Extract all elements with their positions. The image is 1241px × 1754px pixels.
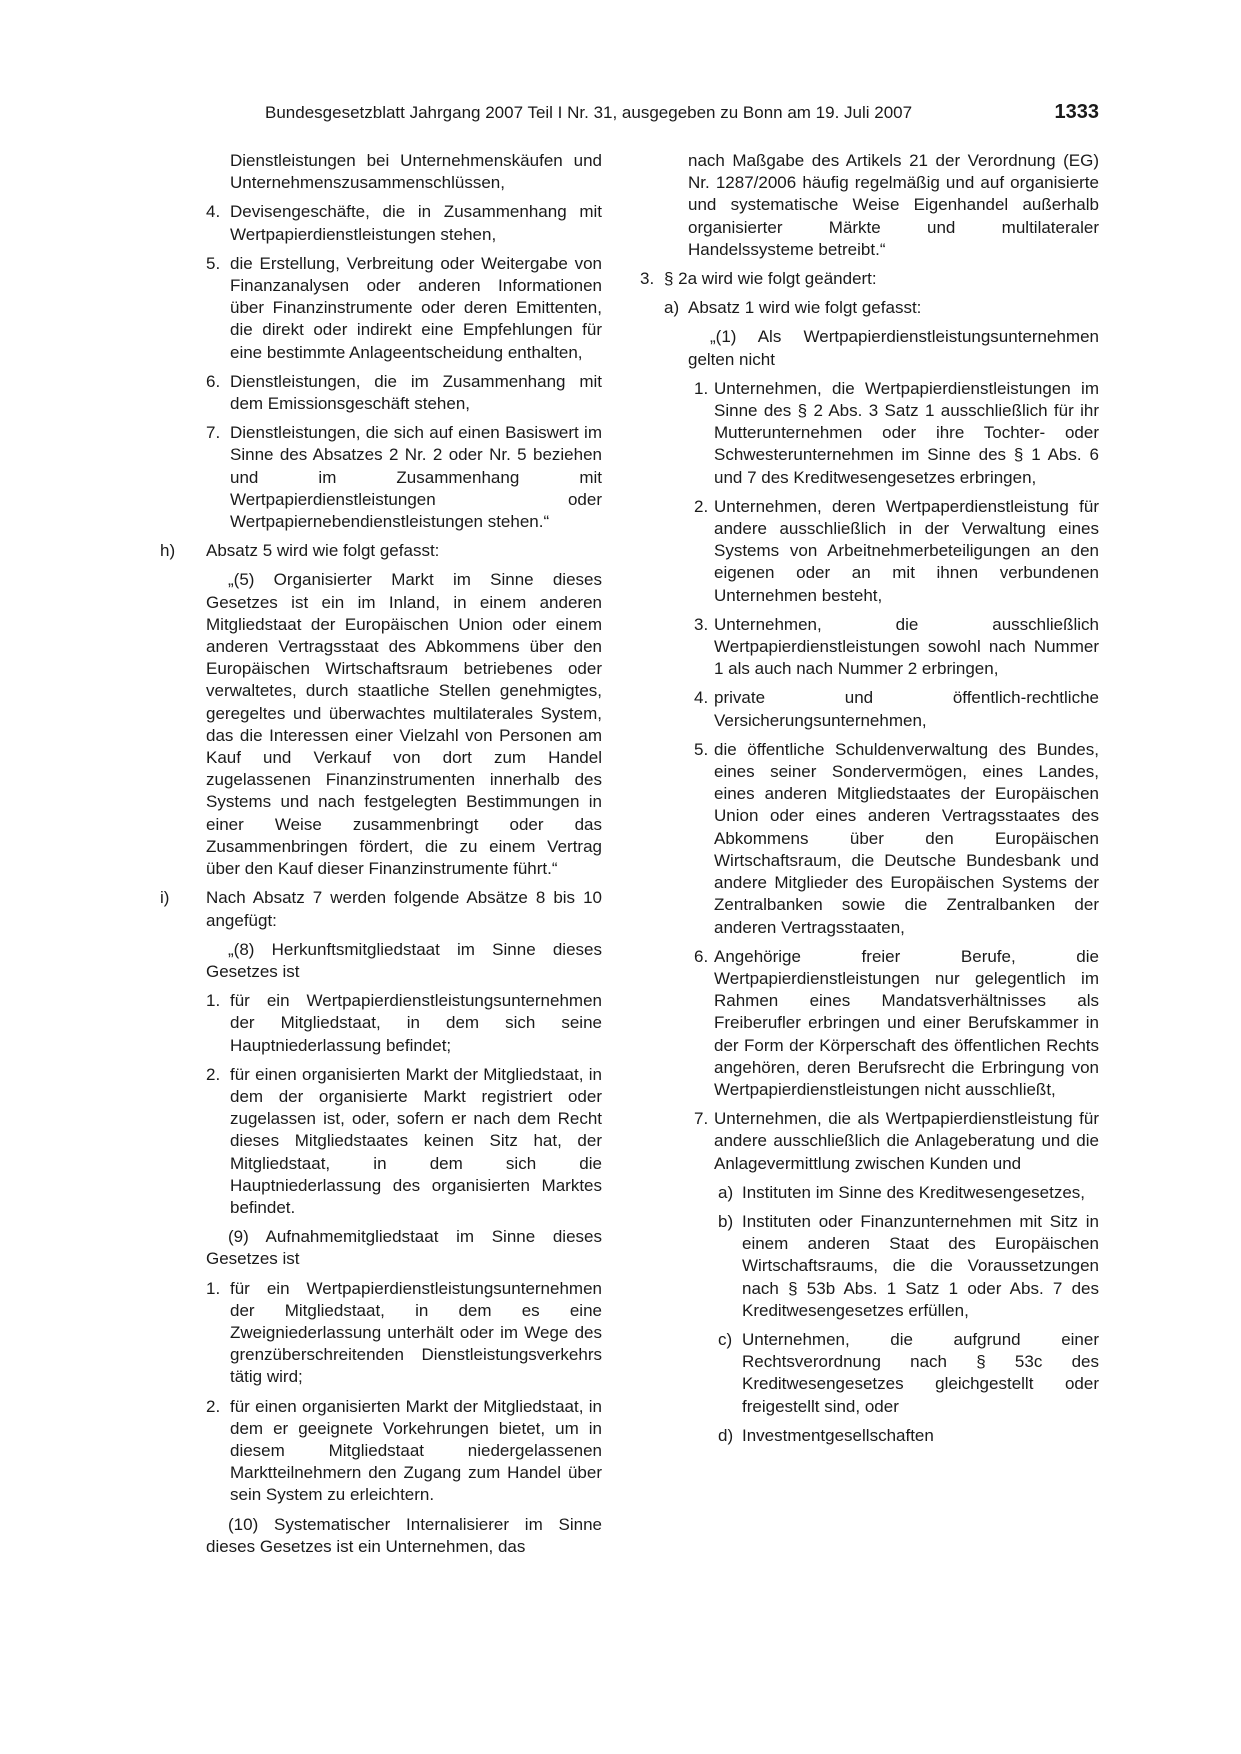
list-item	[694, 687, 1099, 731]
item-text: Unternehmen, deren Wertpaperdienstleistung für andere ausschließlich in der Verwaltung eines Systems von Arbeitnehmerbeteiligungen an den eigenen oder an mit ihnen verbundenen Unternehmen besteht,	[714, 496, 1099, 605]
item-number: 7.	[206, 423, 221, 443]
section-label: h)	[160, 541, 176, 561]
item-number: 5.	[206, 253, 221, 273]
item-text: für einen organisierten Markt der Mitgliedstaat, in dem er geeignete Vorkehrungen bietet, um in diesem Mitgliedstaat niedergelassenen Marktteilnehmern den Zugang zum Handel über sein System zu erleichtern.	[230, 1396, 602, 1505]
item-number: 6.	[206, 371, 221, 391]
sub-item-text: Unternehmen, die aufgrund einer Rechtsverordnung nach § 53c des Kreditwesengesetzes gleichgestellt oder freigestellt sind, oder	[742, 1329, 1099, 1416]
sub-item-label: a)	[718, 1182, 734, 1202]
sub-item	[718, 1182, 1099, 1204]
sub-item-label: b)	[718, 1211, 734, 1231]
item-number: 7.	[694, 1109, 709, 1129]
sub-item-text: Instituten im Sinne des Kreditwesengesetzes,	[742, 1182, 1086, 1202]
paragraph-9: (9) Aufnahmemitgliedstaat im Sinne dieses Gesetzes ist	[206, 1227, 602, 1269]
list-item	[206, 422, 602, 533]
right-column	[640, 150, 1099, 1454]
item-text: für ein Wertpapierdienstleistungsunternehmen der Mitgliedstaat, in dem sich seine Hauptniederlassung befindet;	[230, 991, 602, 1055]
list-item	[694, 496, 1099, 607]
item-text: für einen organisierten Markt der Mitgliedstaat, in dem der organisierte Markt registriert oder zugelassen ist, oder, sofern er nach dem Recht dieses Mitgliedstaates keinen Sitz hat, der Mitgliedstaat, in dem sich die Hauptniederlassung des organisierten Marktes befindet.	[230, 1064, 602, 1217]
list-item	[694, 739, 1099, 939]
item-number: 6.	[694, 946, 709, 966]
left-column	[160, 150, 602, 1565]
list-item	[206, 990, 602, 1057]
section-h	[160, 540, 602, 562]
item-text: Dienstleistungen, die sich auf einen Basiswert im Sinne des Absatzes 2 Nr. 2 oder Nr. 5 beziehen und im Zusammenhang mit Wertpapierdienstleistungen oder Wertpapiernebendienstleistungen stehen.“	[230, 423, 602, 532]
section-text: Nach Absatz 7 werden folgende Absätze 8 bis 10 angefügt:	[206, 888, 602, 930]
sub-item-text: Investmentgesellschaften	[742, 1425, 934, 1445]
sub-item	[718, 1211, 1099, 1322]
list-item	[694, 946, 1099, 1101]
list-item	[694, 1108, 1099, 1175]
item-number: 1.	[206, 1278, 221, 1298]
item-number: 2.	[206, 1064, 221, 1084]
list-item	[694, 378, 1099, 489]
section-label: 3.	[640, 269, 655, 289]
paragraph-10: (10) Systematischer Internalisierer im Sinne dieses Gesetzes ist ein Unternehmen, das	[206, 1514, 602, 1556]
item-text: Unternehmen, die ausschließlich Wertpapierdienstleistungen sowohl nach Nummer 1 als auch nach Nummer 2 erbringen,	[714, 614, 1099, 679]
section-label: a)	[664, 298, 680, 318]
list-item	[206, 1064, 602, 1219]
item-number: 1.	[694, 378, 709, 398]
list-item	[694, 614, 1099, 681]
item-text: Unternehmen, die als Wertpapierdienstleistung für andere ausschließlich die Anlageberatung und die Anlagevermittlung zwischen Kunden und	[714, 1109, 1099, 1173]
item-text: private und öffentlich-rechtliche Versicherungsunternehmen,	[714, 688, 1099, 730]
item-number: 4.	[206, 202, 221, 222]
section-text: Absatz 1 wird wie folgt gefasst:	[688, 298, 922, 318]
page-number: 1333	[1054, 101, 1099, 123]
continuation-text: Dienstleistungen bei Unternehmenskäufen und Unternehmenszusammenschlüssen,	[230, 151, 602, 193]
item-number: 4.	[694, 688, 709, 708]
section-text: Absatz 5 wird wie folgt gefasst:	[206, 541, 440, 561]
item-number: 2.	[206, 1396, 221, 1416]
sub-item-label: d)	[718, 1425, 734, 1445]
list-item	[206, 371, 602, 415]
item-text: für ein Wertpapierdienstleistungsunternehmen der Mitgliedstaat, in dem es eine Zweigniederlassung unterhält oder im Wege des grenzüberschreitenden Dienstleistungsverkehrs tätig wird;	[230, 1278, 602, 1387]
item-text: die öffentliche Schuldenverwaltung des Bundes, eines seiner Sondervermögen, eines Landes, eines anderen Mitgliedstaates der Europäischen Union oder eines anderen Vertragsstaates des Abkommens über den Europäischen Wirtschaftsraum, die Deutsche Bundesbank und andere Mitglieder des Europäischen Systems der Zentralbanken sowie die Zentralbanken der anderen Vertragsstaaten,	[714, 739, 1099, 937]
header-title: Bundesgesetzblatt Jahrgang 2007 Teil I Nr. 31, ausgegeben zu Bonn am 19. Juli 2007	[265, 103, 913, 122]
sub-item-text: Instituten oder Finanzunternehmen mit Sitz in einem anderen Staat des Europäischen Wirtschaftsraums, die die Voraussetzungen nach § 53b Abs. 1 Satz 1 oder Abs. 7 des Kreditwesengesetzes erfüllen,	[742, 1211, 1099, 1320]
sub-item-label: c)	[718, 1329, 733, 1349]
section-3	[640, 268, 1099, 290]
section-label: i)	[160, 888, 170, 908]
item-number: 2.	[694, 496, 709, 516]
list-item	[206, 201, 602, 245]
list-item	[206, 253, 602, 364]
sub-item	[718, 1425, 1099, 1447]
item-text: Angehörige freier Berufe, die Wertpapierdienstleistungen nur gelegentlich im Rahmen eines Mandatsverhältnisses als Freiberufler erbringen und einer Berufskammer in der Form der Körperschaft des öffentlichen Rechts angehören, deren Berufsrecht die Erbringung von Wertpapierdienstleistungen nicht ausschließt,	[714, 946, 1099, 1099]
page-header	[265, 100, 1099, 130]
list-item	[206, 1396, 602, 1507]
item-text: die Erstellung, Verbreitung oder Weitergabe von Finanzanalysen oder anderen Informationen über Finanzinstrumente oder deren Emittenten, die direkt oder indirekt eine Empfehlungen für eine bestimmte Anlageentscheidung enthalten,	[230, 253, 602, 362]
item-number: 1.	[206, 991, 221, 1011]
section-a	[664, 297, 1099, 319]
paragraph-8: „(8) Herkunftsmitgliedstaat im Sinne dieses Gesetzes ist	[206, 939, 602, 981]
list-item	[206, 1278, 602, 1389]
item-text: Unternehmen, die Wertpapierdienstleistungen im Sinne des § 2 Abs. 3 Satz 1 ausschließlich für ihr Mutterunternehmen oder ihre Tochter- oder Schwesterunternehmen im Sinne des § 1 Abs. 6 und 7 des Kreditwesengesetzes erbringen,	[714, 378, 1099, 487]
paragraph-1: „(1) Als Wertpapierdienstleistungsunternehmen gelten nicht	[688, 327, 1099, 369]
item-text: Devisengeschäfte, die in Zusammenhang mit Wertpapierdienstleistungen stehen,	[230, 202, 602, 244]
section-i	[160, 887, 602, 931]
section-text: § 2a wird wie folgt geändert:	[664, 269, 877, 289]
item-number: 5.	[694, 739, 709, 759]
item-text: Dienstleistungen, die im Zusammenhang mit dem Emissionsgeschäft stehen,	[230, 371, 602, 414]
item-number: 3.	[694, 614, 709, 634]
continuation-text: nach Maßgabe des Artikels 21 der Verordnung (EG) Nr. 1287/2006 häufig regelmäßig und auf organisierte und systematische Weise Eigenhandel außerhalb organisierter Märkte und multilateraler Handelssysteme betreibt.“	[688, 151, 1099, 259]
sub-item	[718, 1329, 1099, 1418]
paragraph-5: „(5) Organisierter Markt im Sinne dieses Gesetzes ist ein im Inland, in einem anderen Mitgliedstaat der Europäischen Union oder einem anderen Vertragsstaat des Abkommens über den Europäischen Wirtschaftsraum betriebenes oder verwaltetes, durch staatliche Stellen genehmigtes, geregeltes und überwachtes multilaterales System, das die Interessen einer Vielzahl von Personen am Kauf und Verkauf von dort zum Handel zugelassenen Finanzinstrumenten innerhalb des Systems und nach festgelegten Bestimmungen in einer Weise zusammenbringt oder das Zusammenbringen fördert, die zu einem Vertrag über den Kauf dieser Finanzinstrumente führt.“	[206, 570, 602, 879]
